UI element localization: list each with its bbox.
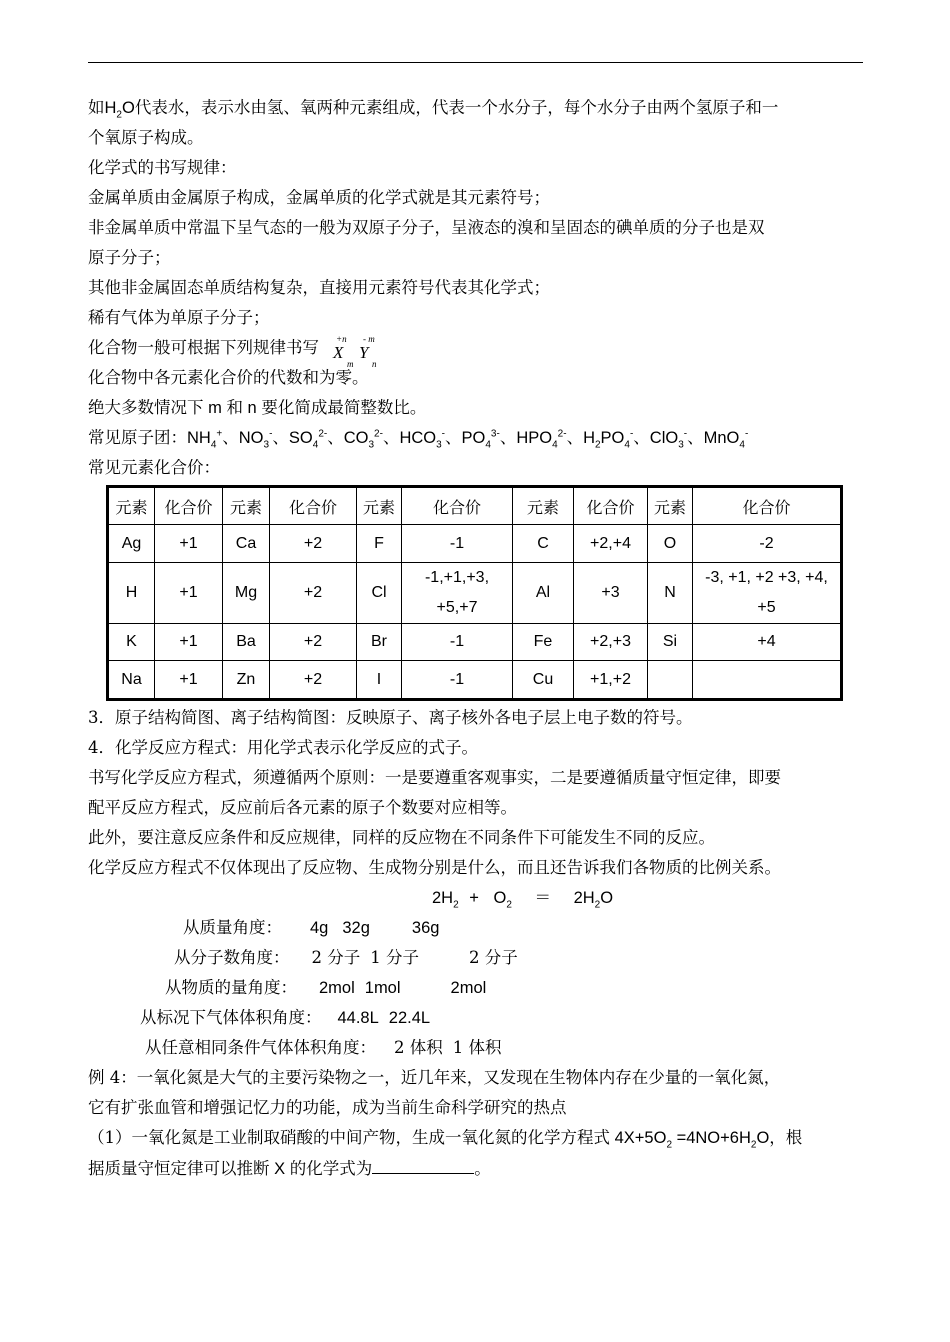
table-cell: Cu bbox=[513, 661, 574, 700]
ratio-value: 2 体积 bbox=[394, 1038, 443, 1057]
rule-nonmetal-2: 原子分子； bbox=[88, 248, 171, 267]
rules-title: 化学式的书写规律： bbox=[88, 158, 237, 177]
intro-line-2: 个氧原子构成。 bbox=[88, 128, 204, 147]
ratio-value: 32g bbox=[342, 919, 370, 937]
table-cell: 化合价 bbox=[155, 487, 223, 525]
rule-simplify: 绝大多数情况下 m 和 n 要化简成最简整数比。 bbox=[88, 398, 427, 417]
table-cell: +2,+4 bbox=[574, 525, 648, 563]
table-cell: -1 bbox=[402, 661, 513, 700]
document-body bbox=[88, 93, 878, 1184]
rule-sum-zero: 化合物中各元素化合价的代数和为零。 bbox=[88, 368, 369, 387]
table-cell: 化合价 bbox=[402, 487, 513, 525]
h2o-formula: $H_2O$ bbox=[104, 99, 135, 121]
table-cell: Al bbox=[513, 563, 574, 624]
general-formula: +n - m X m Y n bbox=[333, 334, 377, 369]
table-cell: -1,+1,+3, +5,+7 bbox=[402, 563, 513, 624]
table-cell: Ag bbox=[108, 525, 155, 563]
table-cell: 元素 bbox=[357, 487, 402, 525]
table-cell: Na bbox=[108, 661, 155, 700]
ratio-value: 1mol bbox=[364, 979, 401, 997]
text: 代表水，表示水由氢、氧两种元素组成，代表一个水分子，每个水分子由两个氢原子和一 bbox=[134, 98, 779, 117]
ratio-value: 1 体积 bbox=[452, 1038, 502, 1057]
atomic-group: $HPO_4^{2-}$ bbox=[516, 428, 567, 451]
atomic-groups: 常见原子团：$NH_4^+$、$NO_3^-$、$SO_4^{2-}$、$CO_3^{2-}$、$HCO_3^-$、$PO_4^{3-}$、$HPO_4^{2-}$、$H_2PO_4^-$、ClO$_3$-、MnO$_4$- bbox=[88, 428, 749, 451]
table-cell: +1 bbox=[155, 624, 223, 661]
table-row bbox=[108, 563, 842, 624]
ratio-label: 从任意相同条件气体体积角度： bbox=[145, 1038, 376, 1057]
table-cell: -2 bbox=[693, 525, 842, 563]
table-cell: O bbox=[648, 525, 693, 563]
ratio-label: 从质量角度： bbox=[183, 918, 282, 937]
table-cell: H bbox=[108, 563, 155, 624]
atomic-group: MnO$_4$- bbox=[703, 428, 749, 451]
table-cell: +1 bbox=[155, 525, 223, 563]
ratio-label: 从分子数角度： bbox=[174, 948, 290, 967]
table-cell: +2 bbox=[270, 661, 357, 700]
section-4-p2: 此外，要注意反应条件和反应规律，同样的反应物在不同条件下可能发生不同的反应。 bbox=[88, 828, 715, 847]
table-cell: 化合价 bbox=[574, 487, 648, 525]
ratio-value: 22.4L bbox=[388, 1009, 431, 1027]
example-4-q2: 据质量守恒定律可以推断 X 的化学式为 。 bbox=[88, 1153, 878, 1184]
intro-line-1 bbox=[88, 93, 878, 123]
atomic-group: $SO_4^{2-}$ bbox=[288, 428, 328, 451]
table-cell: +2 bbox=[270, 525, 357, 563]
table-cell bbox=[648, 661, 693, 700]
section-4-p1a: 书写化学反应方程式，须遵循两个原则：一是要遵重客观事实，二是要遵循质量守恒定律，即要 bbox=[88, 768, 781, 787]
valence-label: 常见元素化合价： bbox=[88, 458, 220, 477]
ratio-value: 2mol bbox=[319, 979, 355, 997]
atomic-group: $NO_3^-$ bbox=[238, 428, 273, 451]
section-4-p3: 化学反应方程式不仅体现出了反应物、生成物分别是什么，而且还告诉我们各物质的比例关系。 bbox=[88, 858, 781, 877]
table-cell: -1 bbox=[402, 624, 513, 661]
atomic-group: $CO_3^{2-}$ bbox=[343, 428, 383, 451]
atomic-group: $H_2PO_4^-$ bbox=[583, 428, 634, 451]
rule-noble-gas: 稀有气体为单原子分子； bbox=[88, 308, 270, 327]
ratio-value: 44.8L bbox=[337, 1009, 379, 1027]
atomic-group: $PO_4^{3-}$ bbox=[461, 428, 500, 451]
valence-table bbox=[106, 485, 843, 701]
table-cell: K bbox=[108, 624, 155, 661]
table-cell: -3, +1, +2 +3, +4, +5 bbox=[693, 563, 842, 624]
ratio-value: 2 分子 bbox=[311, 948, 361, 967]
table-cell: +2 bbox=[270, 563, 357, 624]
table-cell: Fe bbox=[513, 624, 574, 661]
table-cell: 化合价 bbox=[693, 487, 842, 525]
table-header-row bbox=[108, 487, 842, 525]
ratio-line bbox=[88, 1003, 878, 1033]
ratio-line bbox=[88, 943, 878, 973]
table-cell: 元素 bbox=[648, 487, 693, 525]
table-cell: +1,+2 bbox=[574, 661, 648, 700]
table-cell: +2 bbox=[270, 624, 357, 661]
text: 如 bbox=[88, 98, 105, 117]
section-4-p1b: 配平反应方程式，反应前后各元素的原子个数要对应相等。 bbox=[88, 798, 517, 817]
ratio-value: 2 分子 bbox=[469, 948, 518, 967]
example-4-q1: （1）一氧化氮是工业制取硝酸的中间产物，生成一氧化氮的化学方程式 $4X+5O_2 =4NO+6H_2O$，根 bbox=[88, 1128, 803, 1151]
table-cell: Ba bbox=[223, 624, 270, 661]
table-cell bbox=[693, 661, 842, 700]
table-cell: 元素 bbox=[223, 487, 270, 525]
reaction-equation: $2H_2 + O_2 = 2H_2O$ bbox=[432, 888, 614, 911]
ratio-line bbox=[88, 1033, 878, 1063]
example-4-line-1: 例 4：一氧化氮是大气的主要污染物之一，近几年来，又发现在生物体内存在少量的一氧化氮， bbox=[88, 1068, 781, 1087]
ratio-value: 36g bbox=[411, 919, 440, 937]
table-cell: 化合价 bbox=[270, 487, 357, 525]
table-cell: Cl bbox=[357, 563, 402, 624]
table-cell: Ca bbox=[223, 525, 270, 563]
section-4-title: 4．化学反应方程式：用化学式表示化学反应的式子。 bbox=[88, 738, 478, 757]
table-cell: Zn bbox=[223, 661, 270, 700]
atomic-group: ClO$_3$- bbox=[649, 428, 688, 451]
ratio-value: 4g bbox=[310, 919, 329, 937]
table-row bbox=[108, 661, 842, 700]
table-cell: -1 bbox=[402, 525, 513, 563]
ratio-value: 2mol bbox=[450, 979, 487, 997]
answer-blank[interactable] bbox=[372, 1153, 474, 1174]
rule-nonmetal-1: 非金属单质中常温下呈气态的一般为双原子分子，呈液态的溴和呈固态的碘单质的分子也是双 bbox=[88, 218, 765, 237]
table-cell: +1 bbox=[155, 563, 223, 624]
table-cell: N bbox=[648, 563, 693, 624]
table-cell: C bbox=[513, 525, 574, 563]
table-cell: +4 bbox=[693, 624, 842, 661]
rule-metal: 金属单质由金属原子构成，金属单质的化学式就是其元素符号； bbox=[88, 188, 550, 207]
ratio-lines bbox=[88, 913, 878, 1063]
rule-other-solid: 其他非金属固态单质结构复杂，直接用元素符号代表其化学式； bbox=[88, 278, 550, 297]
atomic-group: $HCO_3^-$ bbox=[399, 428, 446, 451]
table-cell: I bbox=[357, 661, 402, 700]
table-cell: Mg bbox=[223, 563, 270, 624]
ratio-line bbox=[88, 913, 878, 943]
table-cell: 元素 bbox=[108, 487, 155, 525]
table-cell: +2,+3 bbox=[574, 624, 648, 661]
table-cell: +1 bbox=[155, 661, 223, 700]
table-row bbox=[108, 624, 842, 661]
ratio-label: 从标况下气体体积角度： bbox=[140, 1008, 322, 1027]
atomic-group-list: $NH_4^+$、$NO_3^-$、$SO_4^{2-}$、$CO_3^{2-}$、$HCO_3^-$、$PO_4^{3-}$、$HPO_4^{2-}$、$H_2PO_4^-$、ClO$_3$-、MnO$_4$- bbox=[187, 428, 749, 451]
section-3: 3．原子结构简图、离子结构简图：反映原子、离子核外各电子层上电子数的符号。 bbox=[88, 708, 693, 727]
table-cell: 元素 bbox=[513, 487, 574, 525]
example-4-line-2: 它有扩张血管和增强记忆力的功能，成为当前生命科学研究的热点 bbox=[88, 1098, 567, 1117]
ratio-value: 1 分子 bbox=[370, 948, 419, 967]
rule-compound: 化合物一般可根据下列规律书写 +n - m X m Y n bbox=[88, 333, 878, 363]
header-rule bbox=[88, 62, 863, 63]
ratio-line bbox=[88, 973, 878, 1003]
table-cell: Si bbox=[648, 624, 693, 661]
atomic-group: $NH_4^+$ bbox=[187, 428, 223, 451]
table-cell: +3 bbox=[574, 563, 648, 624]
table-cell: Br bbox=[357, 624, 402, 661]
ratio-label: 从物质的量角度： bbox=[165, 978, 297, 997]
table-row bbox=[108, 525, 842, 563]
table-cell: F bbox=[357, 525, 402, 563]
